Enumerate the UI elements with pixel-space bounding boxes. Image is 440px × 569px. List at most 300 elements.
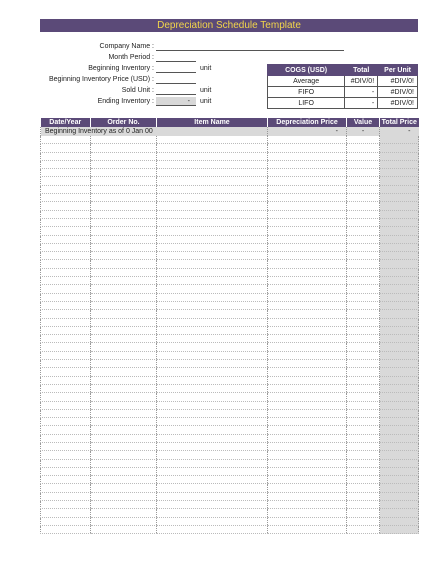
value-cell[interactable] [347, 376, 380, 384]
total-price-cell [380, 252, 419, 260]
depreciation-price-cell[interactable] [268, 235, 347, 243]
item-name-cell[interactable] [157, 467, 268, 475]
depreciation-price-cell[interactable] [268, 310, 347, 318]
depreciation-price-cell[interactable] [268, 227, 347, 235]
date-cell[interactable] [41, 144, 91, 152]
date-cell[interactable] [41, 517, 91, 525]
item-name-cell[interactable] [157, 243, 268, 251]
order-no-cell[interactable] [91, 351, 157, 359]
depreciation-price-cell[interactable] [268, 326, 347, 334]
date-cell[interactable] [41, 227, 91, 235]
date-year-header: Date/Year [41, 118, 91, 127]
table-row [41, 177, 419, 185]
value-cell[interactable] [347, 252, 380, 260]
value-cell[interactable] [347, 393, 380, 401]
depreciation-price-cell[interactable] [268, 210, 347, 218]
table-row [41, 235, 419, 243]
depreciation-price-cell[interactable] [268, 434, 347, 442]
depreciation-price-cell[interactable] [268, 343, 347, 351]
value-cell[interactable] [347, 144, 380, 152]
item-name-cell[interactable] [157, 194, 268, 202]
value-cell[interactable] [347, 418, 380, 426]
beginning-inventory-label: Beginning Inventory : [88, 65, 154, 72]
depreciation-price-cell[interactable] [268, 476, 347, 484]
total-price-cell [380, 218, 419, 226]
order-no-cell[interactable] [91, 509, 157, 517]
item-name-cell[interactable] [157, 360, 268, 368]
depreciation-price-cell[interactable] [268, 285, 347, 293]
depreciation-price-cell[interactable] [268, 185, 347, 193]
item-name-cell[interactable] [157, 252, 268, 260]
item-name-cell[interactable] [157, 442, 268, 450]
depreciation-price-cell[interactable] [268, 252, 347, 260]
value-cell[interactable] [347, 202, 380, 210]
depreciation-price-cell[interactable] [268, 409, 347, 417]
order-no-cell[interactable] [91, 451, 157, 459]
value-cell[interactable] [347, 401, 380, 409]
depreciation-price-cell[interactable] [268, 136, 347, 144]
order-no-cell[interactable] [91, 401, 157, 409]
depreciation-price-cell[interactable] [268, 368, 347, 376]
date-cell[interactable] [41, 169, 91, 177]
total-price-cell [380, 476, 419, 484]
order-no-cell[interactable] [91, 301, 157, 309]
item-name-cell[interactable] [157, 326, 268, 334]
table-row [41, 476, 419, 484]
order-no-cell[interactable] [91, 368, 157, 376]
order-no-cell[interactable] [91, 492, 157, 500]
order-no-cell[interactable] [91, 459, 157, 467]
value-cell[interactable] [347, 293, 380, 301]
value-cell[interactable] [347, 442, 380, 450]
date-cell[interactable] [41, 310, 91, 318]
order-no-cell[interactable] [91, 335, 157, 343]
value-cell[interactable] [347, 517, 380, 525]
value-cell[interactable] [347, 210, 380, 218]
value-cell[interactable] [347, 434, 380, 442]
order-no-cell[interactable] [91, 144, 157, 152]
date-cell[interactable] [41, 368, 91, 376]
item-name-cell[interactable] [157, 136, 268, 144]
order-no-cell[interactable] [91, 484, 157, 492]
item-name-cell[interactable] [157, 310, 268, 318]
value-cell[interactable] [347, 467, 380, 475]
opening-total-price: - [380, 127, 419, 136]
item-name-cell[interactable] [157, 144, 268, 152]
item-name-cell[interactable] [157, 409, 268, 417]
item-name-cell[interactable] [157, 476, 268, 484]
order-no-cell[interactable] [91, 501, 157, 509]
value-cell[interactable] [347, 525, 380, 533]
item-name-cell[interactable] [157, 202, 268, 210]
value-cell[interactable] [347, 136, 380, 144]
item-name-cell[interactable] [157, 343, 268, 351]
cogs-method: Average [268, 76, 345, 87]
order-no-cell[interactable] [91, 252, 157, 260]
date-cell[interactable] [41, 243, 91, 251]
total-price-cell [380, 260, 419, 268]
item-name-cell[interactable] [157, 293, 268, 301]
total-price-cell [380, 509, 419, 517]
value-cell[interactable] [347, 451, 380, 459]
value-cell[interactable] [347, 459, 380, 467]
beginning-inventory-field[interactable] [156, 64, 196, 73]
date-cell[interactable] [41, 442, 91, 450]
value-cell[interactable] [347, 185, 380, 193]
value-cell[interactable] [347, 492, 380, 500]
depreciation-price-cell[interactable] [268, 169, 347, 177]
item-name-cell[interactable] [157, 376, 268, 384]
item-name-cell[interactable] [157, 318, 268, 326]
cogs-total[interactable]: #DIV/0! [345, 76, 378, 87]
date-cell[interactable] [41, 285, 91, 293]
item-name-cell[interactable] [157, 434, 268, 442]
total-price-cell [380, 484, 419, 492]
item-name-cell[interactable] [157, 525, 268, 533]
item-name-cell[interactable] [157, 335, 268, 343]
value-header: Value [347, 118, 380, 127]
date-cell[interactable] [41, 509, 91, 517]
date-cell[interactable] [41, 160, 91, 168]
date-cell[interactable] [41, 484, 91, 492]
table-row [41, 384, 419, 392]
order-no-cell[interactable] [91, 185, 157, 193]
order-no-cell[interactable] [91, 160, 157, 168]
total-price-header: Total Price [380, 118, 419, 127]
depreciation-price-cell[interactable] [268, 426, 347, 434]
cogs-method: LIFO [268, 98, 345, 109]
depreciation-price-cell[interactable] [268, 484, 347, 492]
date-cell[interactable] [41, 409, 91, 417]
table-row [41, 202, 419, 210]
date-cell[interactable] [41, 376, 91, 384]
table-row [41, 144, 419, 152]
beginning-price-field[interactable] [156, 75, 196, 84]
order-no-cell[interactable] [91, 393, 157, 401]
depreciation-price-cell[interactable] [268, 467, 347, 475]
depreciation-price-cell[interactable] [268, 360, 347, 368]
order-no-cell[interactable] [91, 152, 157, 160]
total-price-cell [380, 525, 419, 533]
date-cell[interactable] [41, 525, 91, 533]
order-no-cell[interactable] [91, 318, 157, 326]
order-no-cell[interactable] [91, 260, 157, 268]
date-cell[interactable] [41, 326, 91, 334]
depreciation-price-cell[interactable] [268, 393, 347, 401]
depreciation-price-cell[interactable] [268, 243, 347, 251]
cogs-row-average [268, 76, 418, 87]
value-cell[interactable] [347, 476, 380, 484]
item-name-cell[interactable] [157, 235, 268, 243]
order-no-cell[interactable] [91, 243, 157, 251]
item-name-cell[interactable] [157, 484, 268, 492]
date-cell[interactable] [41, 492, 91, 500]
depreciation-price-cell[interactable] [268, 293, 347, 301]
depreciation-price-cell[interactable] [268, 492, 347, 500]
value-cell[interactable] [347, 160, 380, 168]
item-name-cell[interactable] [157, 426, 268, 434]
company-name-field[interactable] [156, 42, 344, 51]
date-cell[interactable] [41, 401, 91, 409]
opening-inventory-row [41, 127, 419, 136]
order-no-cell[interactable] [91, 169, 157, 177]
order-no-cell[interactable] [91, 194, 157, 202]
depreciation-price-cell[interactable] [268, 202, 347, 210]
item-name-cell[interactable] [157, 418, 268, 426]
item-name-cell[interactable] [157, 169, 268, 177]
cogs-per-unit[interactable]: #DIV/0! [378, 98, 418, 109]
date-cell[interactable] [41, 335, 91, 343]
value-cell[interactable] [347, 310, 380, 318]
date-cell[interactable] [41, 202, 91, 210]
total-price-cell [380, 360, 419, 368]
order-no-cell[interactable] [91, 467, 157, 475]
table-row [41, 268, 419, 276]
value-cell[interactable] [347, 268, 380, 276]
value-cell[interactable] [347, 285, 380, 293]
order-no-cell[interactable] [91, 384, 157, 392]
value-cell[interactable] [347, 509, 380, 517]
order-no-cell[interactable] [91, 227, 157, 235]
date-cell[interactable] [41, 318, 91, 326]
date-cell[interactable] [41, 451, 91, 459]
value-cell[interactable] [347, 277, 380, 285]
order-no-cell[interactable] [91, 177, 157, 185]
value-cell[interactable] [347, 177, 380, 185]
table-row [41, 501, 419, 509]
item-name-cell[interactable] [157, 384, 268, 392]
depreciation-price-cell[interactable] [268, 384, 347, 392]
total-price-cell [380, 152, 419, 160]
cogs-total[interactable]: - [345, 87, 378, 98]
depreciation-price-cell[interactable] [268, 268, 347, 276]
depreciation-price-cell[interactable] [268, 318, 347, 326]
item-name-cell[interactable] [157, 218, 268, 226]
value-cell[interactable] [347, 194, 380, 202]
table-row [41, 160, 419, 168]
item-name-cell[interactable] [157, 277, 268, 285]
value-cell[interactable] [347, 260, 380, 268]
depreciation-price-cell[interactable] [268, 260, 347, 268]
total-price-cell [380, 202, 419, 210]
item-name-cell[interactable] [157, 185, 268, 193]
order-no-cell[interactable] [91, 293, 157, 301]
date-cell[interactable] [41, 293, 91, 301]
total-price-cell [380, 351, 419, 359]
date-cell[interactable] [41, 467, 91, 475]
total-price-cell [380, 277, 419, 285]
total-price-cell [380, 235, 419, 243]
item-name-cell[interactable] [157, 260, 268, 268]
date-cell[interactable] [41, 210, 91, 218]
date-cell[interactable] [41, 277, 91, 285]
cogs-row-fifo [268, 87, 418, 98]
value-cell[interactable] [347, 360, 380, 368]
date-cell[interactable] [41, 426, 91, 434]
order-no-cell[interactable] [91, 218, 157, 226]
depreciation-price-cell[interactable] [268, 501, 347, 509]
depreciation-price-cell[interactable] [268, 451, 347, 459]
value-cell[interactable] [347, 426, 380, 434]
date-cell[interactable] [41, 235, 91, 243]
depreciation-price-cell[interactable] [268, 517, 347, 525]
value-cell[interactable] [347, 384, 380, 392]
order-no-cell[interactable] [91, 326, 157, 334]
item-name-cell[interactable] [157, 268, 268, 276]
cogs-per-unit[interactable]: #DIV/0! [378, 76, 418, 87]
month-period-field[interactable] [156, 53, 196, 62]
value-cell[interactable] [347, 169, 380, 177]
value-cell[interactable] [347, 335, 380, 343]
depreciation-price-cell[interactable] [268, 218, 347, 226]
date-cell[interactable] [41, 152, 91, 160]
order-no-cell[interactable] [91, 418, 157, 426]
order-no-cell[interactable] [91, 277, 157, 285]
depreciation-price-cell[interactable] [268, 351, 347, 359]
order-no-cell[interactable] [91, 525, 157, 533]
value-cell[interactable] [347, 301, 380, 309]
depreciation-price-cell[interactable] [268, 376, 347, 384]
total-price-cell [380, 442, 419, 450]
item-name-cell[interactable] [157, 285, 268, 293]
date-cell[interactable] [41, 343, 91, 351]
order-no-cell[interactable] [91, 136, 157, 144]
value-cell[interactable] [347, 409, 380, 417]
date-cell[interactable] [41, 351, 91, 359]
item-name-cell[interactable] [157, 152, 268, 160]
item-name-cell[interactable] [157, 451, 268, 459]
order-no-cell[interactable] [91, 210, 157, 218]
date-cell[interactable] [41, 393, 91, 401]
item-name-cell[interactable] [157, 301, 268, 309]
depreciation-price-cell[interactable] [268, 401, 347, 409]
item-name-cell[interactable] [157, 501, 268, 509]
value-cell[interactable] [347, 318, 380, 326]
cogs-row-lifo [268, 98, 418, 109]
item-name-cell[interactable] [157, 492, 268, 500]
order-no-cell[interactable] [91, 343, 157, 351]
depreciation-price-cell[interactable] [268, 177, 347, 185]
date-cell[interactable] [41, 136, 91, 144]
total-price-cell [380, 268, 419, 276]
date-cell[interactable] [41, 252, 91, 260]
depreciation-price-cell[interactable] [268, 459, 347, 467]
ending-inventory-field: - [156, 97, 196, 106]
depreciation-price-cell[interactable] [268, 194, 347, 202]
depreciation-price-cell[interactable] [268, 144, 347, 152]
total-price-cell [380, 185, 419, 193]
value-cell[interactable] [347, 218, 380, 226]
date-cell[interactable] [41, 268, 91, 276]
value-cell[interactable] [347, 326, 380, 334]
table-row [41, 442, 419, 450]
date-cell[interactable] [41, 177, 91, 185]
order-no-cell[interactable] [91, 285, 157, 293]
value-cell[interactable] [347, 501, 380, 509]
order-no-cell[interactable] [91, 235, 157, 243]
order-no-cell[interactable] [91, 434, 157, 442]
item-name-cell[interactable] [157, 177, 268, 185]
item-name-cell[interactable] [157, 393, 268, 401]
order-no-cell[interactable] [91, 517, 157, 525]
cogs-per-unit[interactable]: #DIV/0! [378, 87, 418, 98]
order-no-cell[interactable] [91, 360, 157, 368]
date-cell[interactable] [41, 360, 91, 368]
value-cell[interactable] [347, 343, 380, 351]
date-cell[interactable] [41, 260, 91, 268]
depreciation-price-cell[interactable] [268, 277, 347, 285]
date-cell[interactable] [41, 194, 91, 202]
table-row [41, 509, 419, 517]
total-price-cell [380, 401, 419, 409]
table-row [41, 218, 419, 226]
depreciation-price-cell[interactable] [268, 160, 347, 168]
order-no-cell[interactable] [91, 476, 157, 484]
value-cell[interactable] [347, 152, 380, 160]
value-cell[interactable] [347, 235, 380, 243]
order-no-cell[interactable] [91, 409, 157, 417]
cogs-total[interactable]: - [345, 98, 378, 109]
value-cell[interactable] [347, 351, 380, 359]
item-name-cell[interactable] [157, 517, 268, 525]
value-cell[interactable] [347, 368, 380, 376]
total-price-cell [380, 492, 419, 500]
total-price-cell [380, 335, 419, 343]
depreciation-price-cell[interactable] [268, 418, 347, 426]
date-cell[interactable] [41, 459, 91, 467]
date-cell[interactable] [41, 384, 91, 392]
date-cell[interactable] [41, 418, 91, 426]
value-cell[interactable] [347, 484, 380, 492]
depreciation-price-cell[interactable] [268, 442, 347, 450]
depreciation-price-cell[interactable] [268, 152, 347, 160]
item-name-cell[interactable] [157, 210, 268, 218]
date-cell[interactable] [41, 434, 91, 442]
order-no-cell[interactable] [91, 310, 157, 318]
depreciation-price-cell[interactable] [268, 301, 347, 309]
item-name-cell[interactable] [157, 401, 268, 409]
item-name-cell[interactable] [157, 368, 268, 376]
date-cell[interactable] [41, 501, 91, 509]
depreciation-price-cell[interactable] [268, 335, 347, 343]
table-row [41, 517, 419, 525]
total-price-cell [380, 136, 419, 144]
date-cell[interactable] [41, 301, 91, 309]
item-name-cell[interactable] [157, 351, 268, 359]
item-name-cell[interactable] [157, 459, 268, 467]
order-no-cell[interactable] [91, 376, 157, 384]
date-cell[interactable] [41, 185, 91, 193]
order-no-cell[interactable] [91, 426, 157, 434]
depreciation-price-cell[interactable] [268, 509, 347, 517]
item-name-cell[interactable] [157, 509, 268, 517]
item-name-cell[interactable] [157, 160, 268, 168]
table-row [41, 293, 419, 301]
date-cell[interactable] [41, 218, 91, 226]
depreciation-price-cell[interactable] [268, 525, 347, 533]
order-no-cell[interactable] [91, 442, 157, 450]
total-price-cell [380, 459, 419, 467]
sold-unit-field[interactable] [156, 86, 196, 95]
table-row [41, 376, 419, 384]
order-no-cell[interactable] [91, 268, 157, 276]
order-no-cell[interactable] [91, 202, 157, 210]
value-cell[interactable] [347, 227, 380, 235]
table-row [41, 152, 419, 160]
date-cell[interactable] [41, 476, 91, 484]
value-cell[interactable] [347, 243, 380, 251]
item-name-cell[interactable] [157, 227, 268, 235]
